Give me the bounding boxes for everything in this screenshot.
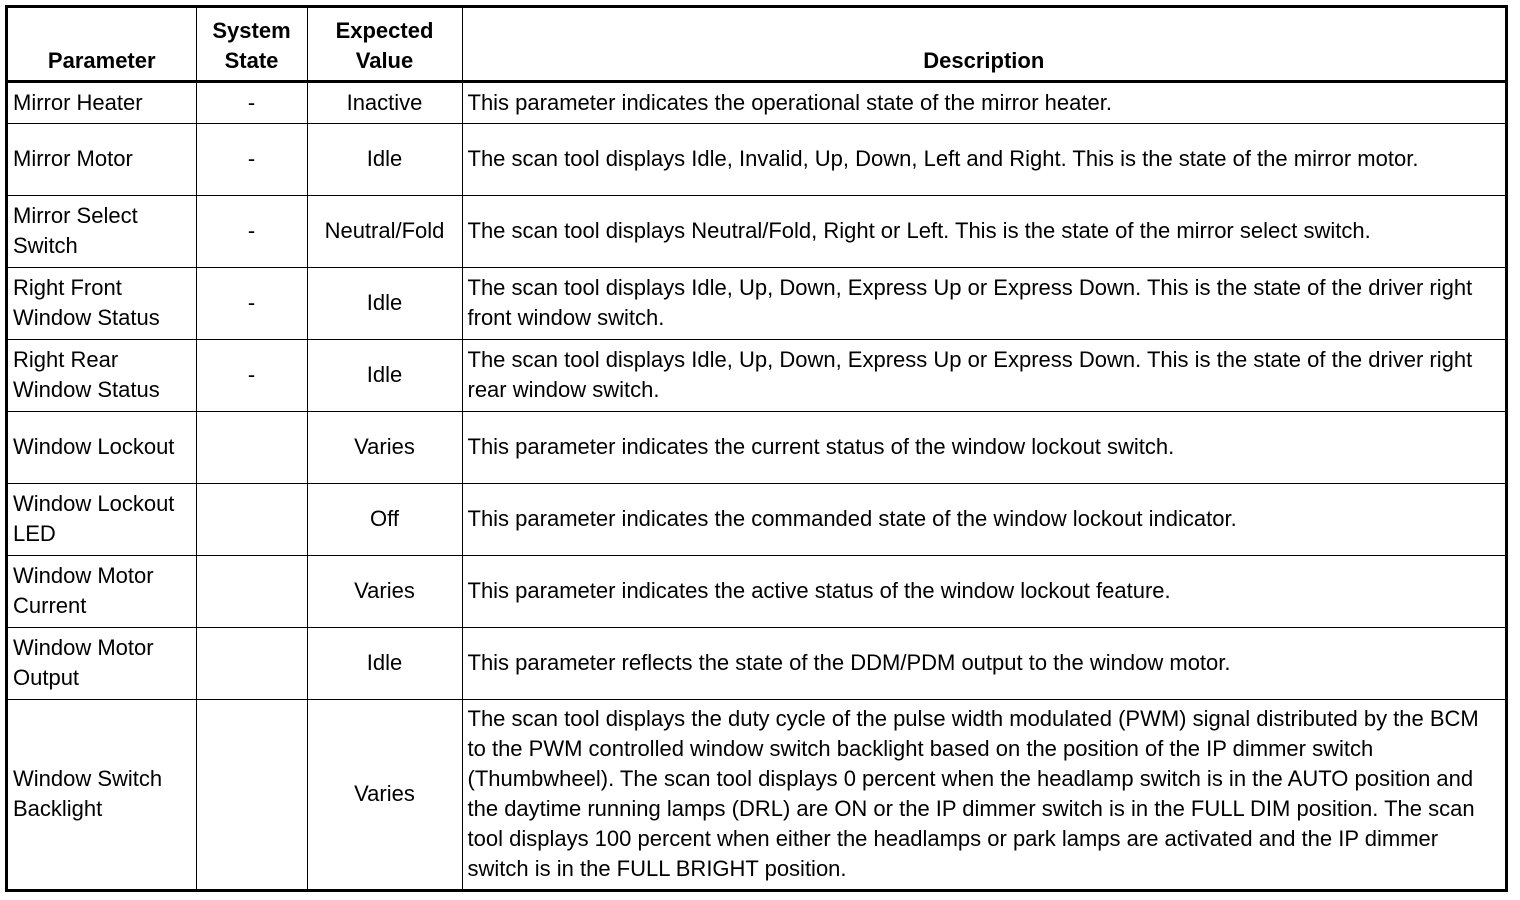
header-expected-value: Expected Value: [307, 8, 462, 81]
cell-system-state: [196, 483, 307, 555]
table-row: [8, 699, 1505, 889]
table-row: [8, 123, 1505, 195]
cell-parameter: Window Switch Backlight: [8, 699, 196, 889]
cell-system-state: [196, 411, 307, 483]
cell-expected-value: Varies: [307, 555, 462, 627]
cell-parameter: Window Lockout LED: [8, 483, 196, 555]
table-row: [8, 555, 1505, 627]
cell-expected-value: Idle: [307, 627, 462, 699]
cell-expected-value: Idle: [307, 339, 462, 411]
cell-expected-value: Varies: [307, 411, 462, 483]
cell-description: This parameter indicates the operational state of the mirror heater.: [462, 81, 1505, 123]
cell-parameter: Right Front Window Status: [8, 267, 196, 339]
cell-description: This parameter indicates the current status of the window lockout switch.: [462, 411, 1505, 483]
cell-description: This parameter reflects the state of the DDM/PDM output to the window motor.: [462, 627, 1505, 699]
cell-system-state: [196, 555, 307, 627]
cell-description: This parameter indicates the active status of the window lockout feature.: [462, 555, 1505, 627]
cell-system-state: [196, 627, 307, 699]
cell-parameter: Window Motor Output: [8, 627, 196, 699]
cell-system-state: -: [196, 267, 307, 339]
cell-description: The scan tool displays Neutral/Fold, Right or Left. This is the state of the mirror select switch.: [462, 195, 1505, 267]
cell-description: The scan tool displays Idle, Up, Down, Express Up or Express Down. This is the state of the driver right rear window switch.: [462, 339, 1505, 411]
cell-system-state: -: [196, 123, 307, 195]
cell-parameter: Mirror Motor: [8, 123, 196, 195]
table-row: [8, 267, 1505, 339]
cell-description: The scan tool displays the duty cycle of the pulse width modulated (PWM) signal distributed by the BCM to the PWM controlled window switch backlight based on the position of the IP dimmer switch (Thumbwheel). The scan tool displays 0 percent when the headlamp switch is in the AUTO position and the daytime running lamps (DRL) are ON or the IP dimmer switch is in the FULL DIM position. The scan tool displays 100 percent when either the headlamps or park lamps are activated and the IP dimmer switch is in the FULL BRIGHT position.: [462, 699, 1505, 889]
cell-expected-value: Idle: [307, 123, 462, 195]
cell-description: The scan tool displays Idle, Invalid, Up, Down, Left and Right. This is the state of the mirror motor.: [462, 123, 1505, 195]
table-row: [8, 627, 1505, 699]
cell-description: The scan tool displays Idle, Up, Down, Express Up or Express Down. This is the state of the driver right front window switch.: [462, 267, 1505, 339]
cell-expected-value: Varies: [307, 699, 462, 889]
cell-parameter: Window Lockout: [8, 411, 196, 483]
cell-parameter: Window Motor Current: [8, 555, 196, 627]
cell-expected-value: Idle: [307, 267, 462, 339]
cell-expected-value: Off: [307, 483, 462, 555]
table-row: [8, 411, 1505, 483]
cell-system-state: -: [196, 81, 307, 123]
cell-system-state: -: [196, 195, 307, 267]
header-row: [8, 8, 1505, 81]
cell-expected-value: Inactive: [307, 81, 462, 123]
parameter-table: [5, 5, 1508, 892]
header-description: Description: [462, 8, 1505, 81]
header-system-state: System State: [196, 8, 307, 81]
table-row: [8, 339, 1505, 411]
table-row: [8, 81, 1505, 123]
header-parameter: Parameter: [8, 8, 196, 81]
table-row: [8, 483, 1505, 555]
table-row: [8, 195, 1505, 267]
cell-system-state: -: [196, 339, 307, 411]
data-table: [8, 8, 1505, 889]
cell-parameter: Right Rear Window Status: [8, 339, 196, 411]
cell-description: This parameter indicates the commanded state of the window lockout indicator.: [462, 483, 1505, 555]
cell-expected-value: Neutral/Fold: [307, 195, 462, 267]
cell-parameter: Mirror Select Switch: [8, 195, 196, 267]
cell-parameter: Mirror Heater: [8, 81, 196, 123]
cell-system-state: [196, 699, 307, 889]
